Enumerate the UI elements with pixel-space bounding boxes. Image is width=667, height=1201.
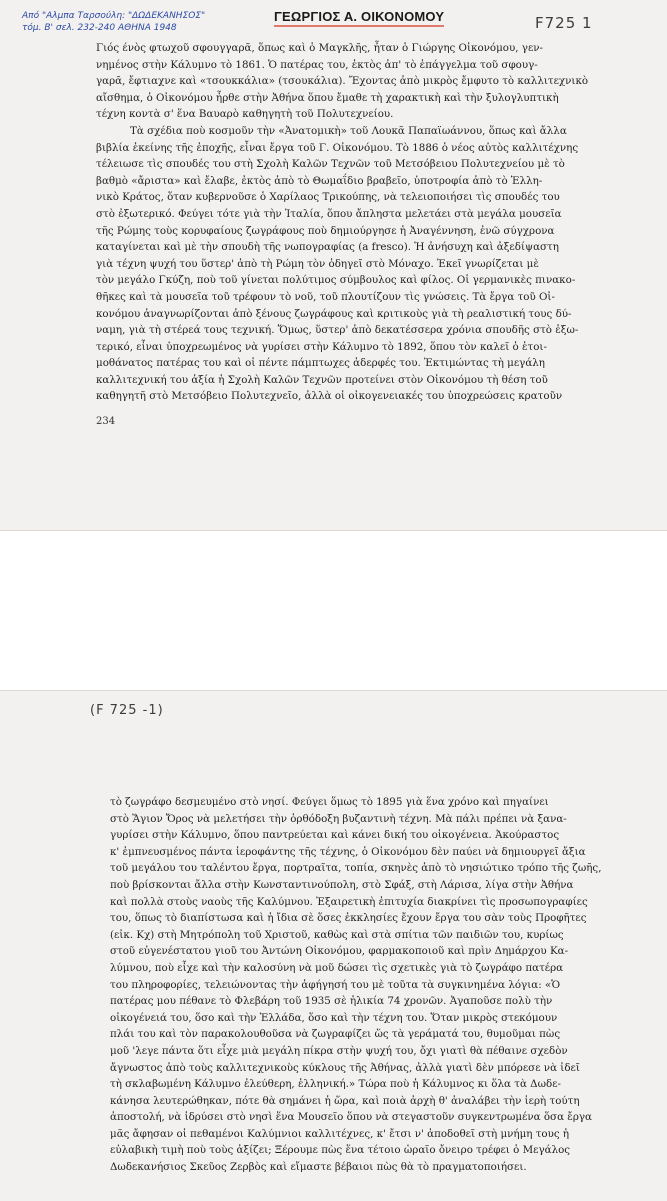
- text-line: καταγίνεται καὶ μὲ τὴν σπουδὴ τῆς νωπογραφίας (a fresco). Ἡ ἀνήσυχη καὶ ἀξεδίψαστη: [96, 241, 559, 254]
- source-note-line: Aπό "Aλμπα Tαρσούλη: "ΔΩΔΕΚΑΝΗΣΟΣ": [22, 11, 206, 21]
- text-line: τὸ ζωγράφο δεσμευμένο στὸ νησί. Φεύγει ὅμως τὸ 1895 γιὰ ἕνα χρόνο καὶ πηγαίνει: [110, 796, 549, 808]
- text-line: ἄγνωστος ἀπὸ τοὺς καλλιτεχνικοὺς κύκλους τῆς Ἀθήνας, ἀλλὰ γιατὶ δὲν μπόρεσε νὰ ἰδεῖ: [110, 1061, 580, 1074]
- text-line: μᾶς ἄφησαν οἱ πεθαμένοι Καλύμνιοι καλλιτέχνες, κ' ἔτσι ν' ἀποδοθεῖ στὴ μνήμη τους ἡ: [110, 1127, 570, 1140]
- text-line: τὴ σκλαβωμένη Κάλυμνο ἐλεύθερη, ἑλληνική.» Τώρα ποὺ ἡ Κάλυμνος κι ὅλα τὰ Δωδε-: [110, 1078, 562, 1091]
- text-line: βαθμὸ «ἄριστα» καὶ ἔλαβε, ἐκτὸς ἀπὸ τὸ Θωμαΐδιο βραβεῖο, ὑποτροφία ἀπὸ τὸ Ἑλλη-: [96, 174, 543, 187]
- article-heading: ΓΕΩΡΓΙΟΣ Α. ΟΙΚΟΝΟΜΟΥ: [274, 9, 444, 27]
- text-line: νικὸ Κράτος, ὅταν κυβερνοῦσε ὁ Χαρίλαος Τρικούπης, νὰ τελειοποιήσει τὶς σπουδές του: [96, 191, 560, 204]
- text-line: θῆκες καὶ τὰ μουσεῖα τοῦ τρέφουν τὸ νοῦ, τοῦ πλουτίζουν τὶς γνώσεις. Τὰ ἔργα τοῦ Οἰ-: [96, 290, 555, 303]
- reference-mark: (F 725 -1): [90, 703, 164, 718]
- text-line: τερικό, εἶναι ὑποχρεωμένος νὰ γυρίσει στὴν Κάλυμνο τὸ 1892, ὅπου τὸν καλεῖ ὁ ἑτοι-: [96, 340, 547, 353]
- text-line: καθηγητῆ στὸ Μετσόβειο Πολυτεχνεῖο, ἀλλὰ οἱ οἰκογενειακές του ὑποχρεώσεις κρατοῦν: [96, 390, 563, 403]
- text-line: ποὺ βρίσκονται ἄλλα στὴν Κωνσταντινούπολη, στὸ Σφάξ, στὴ Λάρισα, λίγα στὴν Ἀθήνα: [110, 878, 574, 891]
- text-line: κάνησα λευτερώθηκαν, πότε θὰ σημάνει ἡ ὥρα, καὶ ποιὰ ἀρχὴ θ' ἀναλάβει τὴν ἱερὴ τούτη: [110, 1094, 580, 1107]
- source-note-line: τόμ. B' σελ. 232-240 AΘHNA 1948: [22, 23, 177, 33]
- text-line: κονόμου ἀναγνωρίζονται ἀπὸ ξένους ζωγράφους καὶ κριτικοὺς γιὰ τὴ ρεαλιστική τους δύ-: [96, 307, 572, 320]
- text-line: στὸ Ἅγιον Ὄρος νὰ μελετήσει τὴν ὀρθόδοξη βυζαντινὴ τέχνη. Μὰ πάλι πρέπει νὰ ξανα-: [110, 812, 567, 825]
- text-line: στὸ ἐξωτερικό. Φεύγει τότε γιὰ τὴν Ἰταλία, ὅπου ἄπληστα μελετάει στὰ μεγάλα μουσεῖα: [96, 207, 562, 220]
- text-line: μοῦ 'λεγε πάντα ὅτι εἶχε μιὰ μεγάλη πίκρα στὴν ψυχή του, ὄχι γιατὶ θὰ πέθαινε σχεδὸν: [110, 1044, 568, 1057]
- text-line: Τὰ σχέδια ποὺ κοσμοῦν τὴν «Ἀνατομικὴ» τοῦ Λουκᾶ Παπαϊωάννου, ὅπως καὶ ἄλλα: [130, 124, 567, 137]
- text-line: τέλειωσε τὶς σπουδές του στὴ Σχολὴ Καλῶν Τεχνῶν τοῦ Μετσόβειου Πολυτεχνείου μὲ τὸ: [96, 158, 565, 171]
- text-line: λύμνου, ποὺ εἶχε καὶ τὴν καλοσύνη νὰ μοῦ δώσει τὶς σχετικὲς γιὰ τὸ ζωγράφο πατέρα: [110, 961, 564, 974]
- text-line: οἰκογένειά του, ὅσο καὶ τὴν Ἑλλάδα, ὅσο καὶ τὴν τέχνη του. Ὅταν μικρὸς στεκόμουν: [110, 1011, 558, 1024]
- text-line: (εἰκ. Κχ) στὴ Μητρόπολη τοῦ Χριστοῦ, καθὼς καὶ στὰ σπίτια τῶν παιδιῶν του, κυρίως: [110, 928, 564, 941]
- text-line: βιβλία ἐκείνης τῆς ἐποχῆς, εἶναι ἔργα τοῦ Γ. Οἰκονόμου. Τὸ 1886 ὁ νέος αὐτὸς καλλιτέχνης: [96, 141, 579, 154]
- text-line: τοῦ μεγάλου του ταλέντου ἔργα, πορτραῖτα, τοπία, σκηνὲς ἀπὸ τὸ νησιώτικο τρόπο τῆς ζωῆς,: [110, 862, 602, 875]
- page-number: 234: [96, 416, 116, 427]
- text-line: Γιός ένὸς φτωχοῦ σφουγγαρᾶ, ὅπως καὶ ὁ Μαγκλῆς, ἦταν ὁ Γιώργης Οἰκονόμου, γεν-: [96, 42, 544, 54]
- text-line: του, ὅπως τὸ διαπίστωσα καὶ ἡ ἴδια σὲ ὅσες ἐκκλησίες ἔχουν ἔργα του σὰν τοὺς Προφῆτες: [110, 912, 587, 925]
- text-line: του πληροφορίες, τελειώνοντας τὴν ἀφήγησή του μὲ τοῦτα τὰ συγκινημένα λόγια: «Ὁ: [110, 978, 561, 991]
- text-line: γιὰ τέχνη ψυχή του ὕστερ' ἀπὸ τὴ Ρώμη τὸν ὁδηγεῖ στὸ Μόναχο. Ἐκεῖ γνωρίζεται μὲ: [96, 257, 539, 270]
- page-scan-2: [0, 690, 667, 1201]
- text-line: τὸν μεγάλο Γκύζη, ποὺ τοῦ γίνεται πολύτιμος σύμβουλος καὶ φίλος. Οἱ γερμανικὲς πινακο-: [96, 274, 576, 287]
- text-line: μοθάνατος πατέρας του καὶ οἱ πέντε πάμπτωχες ἀδερφές του. Ἐκτιμώντας τὴ μεγάλη: [96, 357, 545, 370]
- reference-mark: F725 1: [535, 14, 593, 32]
- text-line: ναμη, γιὰ τὴ στέρεά τους τεχνική. Ὅμως, ὕστερ' ἀπὸ δεκατέσσερα χρόνια σπουδῆς στὸ ἐξω-: [96, 324, 579, 337]
- text-line: στοῦ εὐγενέστατου γιοῦ του Ἀντώνη Οἰκονόμου, φαρμακοποιοῦ καὶ πρὶν Δημάρχου Κα-: [110, 945, 569, 958]
- text-line: γυρίσει στὴν Κάλυμνο, ὅπου παντρεύεται καὶ κάνει δική του οἰκογένεια. Ἀκούραστος: [110, 829, 560, 842]
- text-line: αἴσθημα, ὁ Οἰκονόμου ἦρθε στὴν Ἀθήνα ὅπου ἔμαθε τὴ χαρακτικὴ καὶ τὴν ξυλογλυπτικὴ: [96, 91, 559, 104]
- text-line: τῆς Ρώμης τοὺς κορυφαίους ζωγράφους ποὺ δημιούργησε ἡ Ἀναγέννηση, ἐνῶ σύγχρονα: [96, 224, 555, 237]
- text-line: πλάι του καὶ τὸν παρακολουθοῦσα νὰ ζωγραφίζει ὥς τὰ γεράματά του, θυμοῦμαι πὼς: [110, 1028, 561, 1041]
- text-line: νημένος στὴν Κάλυμνο τὸ 1861. Ὁ πατέρας του, ἐκτὸς ἀπ' τὸ ἐπάγγελμα τοῦ σφουγ-: [96, 58, 538, 71]
- handwritten-source-note: [22, 10, 205, 34]
- text-line: καὶ πολλὰ στοὺς ναοὺς τῆς Καλύμνου. Ἐξαιρετικὴ ἐπιτυχία διακρίνει τὶς προσωπογραφίες: [110, 895, 588, 908]
- page-scan-1: [0, 0, 667, 531]
- text-line: ἀποστολή, νὰ ἱδρύσει στὸ νησὶ ἕνα Μουσεῖο ὅπου νὰ στεγαστοῦν συγκεντρωμένα ὅσα ἔργα: [110, 1111, 592, 1124]
- text-line: εὐλαβικὴ τιμὴ ποὺ τοὺς ἀξίζει; Ξέρουμε πὼς ἕνα τέτοιο ὡραῖο ὄνειρο τρέφει ὁ Μεγάλος: [110, 1144, 571, 1157]
- text-line: τέχνη κοντὰ σ' ἕνα Βαυαρὸ καθηγητὴ τοῦ Πολυτεχνείου.: [96, 108, 394, 121]
- body-text: [110, 794, 622, 1176]
- text-line: πατέρας μου πέθανε τὸ Φλεβάρη τοῦ 1935 σὲ ἡλικία 74 χρονῶν. Ἀγαποῦσε πολὺ τὴν: [110, 995, 553, 1008]
- body-text: [96, 40, 606, 405]
- text-line: γαρᾶ, ἔφτιαχνε καὶ «τσουκκάλια» (τσουκάλια). Ἔχοντας ἀπὸ μικρὸς ἔμφυτο τὸ καλλιτεχνικὸ: [96, 75, 589, 88]
- text-line: κ' ἐμπνευσμένος πάντα ἱεροφάντης τῆς τέχνης, ὁ Οἰκονόμου δὲν παύει νὰ δημιουργεῖ ἄξια: [110, 845, 586, 858]
- text-line: καλλιτεχνική του ἀξία ἡ Σχολὴ Καλῶν Τεχνῶν προτείνει στὸν Οἰκονόμου τὴ θέση τοῦ: [96, 373, 548, 386]
- text-line: Δωδεκανήσιος Σκεῦος Ζερβὸς καὶ εἴμαστε βέβαιοι πὼς θὰ τὸ πραγματοποιήσει.: [110, 1161, 527, 1174]
